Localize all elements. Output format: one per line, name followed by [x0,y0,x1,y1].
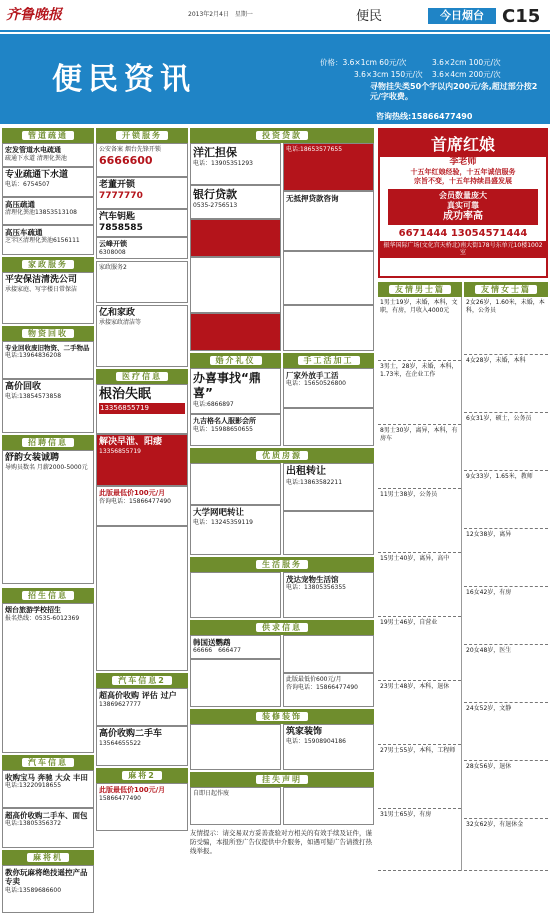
ad-block: 此版最低价100元/月 15866477490 [96,783,188,831]
matchmaker-phone: 6671444 13054571444 [398,228,528,240]
ad-block: 云峰开锁 6308008 [96,237,188,259]
ad-block [283,787,374,825]
section-header: 招聘信息 [2,435,94,450]
ad-block: 专业疏通下水道 电话：6754507 [2,167,94,197]
section-header: 婚介礼仪 [190,353,281,368]
list-item: 3男士，28岁，未婚，本科，1.73米，在企业工作 [378,361,461,425]
ad-block: 此版最低价100元/月 咨询电话：15866477490 [96,486,188,526]
ad-block: 超高价收购 评估 过户 13869627777 [96,688,188,726]
list-item: 31男士65岁，有房 [378,809,461,871]
middle-column [190,128,374,918]
ad-block: 韩国送鹦鹉 66666 666477 [190,635,281,659]
section-header: 优质房源 [190,448,374,463]
ad-block [190,724,281,770]
section-header: 装修装饰 [190,709,374,724]
left-column-1 [2,128,94,918]
ad-block: 出租转让 电话:13863582211 [283,463,374,511]
ad-block: 老董开锁 7777770 [96,177,188,209]
ad-block [283,408,374,446]
ad-block [190,257,281,313]
section-header-men: 友情男士篇 [378,282,462,297]
banner-title: 便民资讯 [52,62,196,97]
banner-hotline: 咨询热线:15866477490 [376,112,473,121]
section-header: 管道疏通 [2,128,94,143]
price-2: 3.6×2cm 100元/次 [432,58,501,67]
list-item: 1男士19岁，未婚，本科，文职，有房，月收入4000元 [378,297,461,361]
ad-block [190,572,281,618]
section-header: 麻将机 [2,850,94,865]
left-column-2 [96,128,188,918]
ad-block: 电话:18653577655 [283,143,374,191]
list-item: 12女38岁，离异 [464,529,548,587]
section-header-women: 友情女士篇 [464,282,548,297]
list-item: 20女48岁，医生 [464,645,548,703]
ad-block: 办喜事找“鼎喜” 电话:6866897 [190,368,281,414]
section-header: 麻将2 [96,768,188,783]
right-column [378,128,548,918]
ad-block [190,463,281,505]
ad-block: 汽车钥匙 7858585 [96,209,188,237]
matchmaker-address: 振华国际广场(文化宫天桥北)南大街178号东单元10楼1002室 [380,241,546,258]
ad-block: 高压疏通 清理化粪池13853513108 [2,197,94,225]
ad-block [283,305,374,351]
matchmaker-title: 首席红娘 [380,130,546,157]
section-header: 医疗信息 [96,369,188,384]
ad-block: 专业回收废旧物资、二手物品 电话:13964836208 [2,341,94,379]
ad-block [190,219,281,257]
list-item: 9女33岁，1.65米，教师 [464,471,548,529]
price-3: 3.6×3cm 150元/次 [354,70,423,79]
list-item: 2女26岁，1.60米，未婚，本科，公务员 [464,297,548,355]
list-item: 4女28岁，未婚，本科 [464,355,548,413]
ad-block: 自即日起作废 [190,787,281,825]
ad-block: 亿和家政 承接家政清洁等 [96,305,188,367]
matchmaker-line: 十五年红娘经验，十五年诚信服务 [410,168,516,177]
ad-block: 银行贷款 0535-2756513 [190,185,281,219]
ad-block: 教你玩麻将绝技遥控产品专卖 电话:13589686600 [2,865,94,913]
ad-block: 平安保洁清洗公司 承接家庭、写字楼日常保洁 [2,272,94,324]
ad-block: 解决早泄、阳痿 13356855719 [96,434,188,486]
ad-block: 收购宝马 奔驰 大众 丰田 电话:13220918655 [2,770,94,808]
section-header: 供求信息 [190,620,374,635]
ad-block [96,526,188,671]
section-header: 家政服务 [2,257,94,272]
ad-block: 公安备案 烟台先锋开锁 6666600 [96,143,188,177]
ad-block: 家政服务2 [96,261,188,303]
list-item: 16女42岁，有房 [464,587,548,645]
footer-notice: 友情提示：请交易双方妥善查验对方相关的有效手续及证件，谨防受骗，本报所登广告仅提供中介服务，如遇可疑广告请拨打热线举报。 [190,829,372,855]
list-item: 28女56岁，退休 [464,761,548,819]
list-item: 19男士46岁，自营业 [378,617,461,681]
masthead: 齐鲁晚报 [6,7,62,23]
ad-block [190,313,281,351]
section-name: 便民 [356,9,383,24]
list-item: 23男士48岁，本科，退休 [378,681,461,745]
ad-block: 此版最低价600元/月 咨询电话：15866477490 [283,673,374,707]
section-header: 生活服务 [190,557,374,572]
ad-block: 九吉格名人服影会所 电话：15988650655 [190,414,281,446]
ad-block: 根治失眠 13356855719 [96,384,188,434]
list-item: 27男士55岁，本科，工程师 [378,745,461,809]
section-header: 手工活加工 [283,353,374,368]
ad-block: 高价收购二手车 13564655522 [96,726,188,766]
section-header: 招生信息 [2,588,94,603]
issue-date: 2013年2月4日 星期一 [188,11,253,18]
ad-block: 烟台旅游学校招生 报名热线：0535-6012369 [2,603,94,753]
price-1: 价格：3.6×1cm 60元/次 [320,58,407,67]
section-header: 汽车信息2 [96,673,188,688]
ad-block: 茂达宠物生活馆 电话：13805356355 [283,572,374,618]
page-number: C15 [502,6,541,27]
ad-block: 宏发管道水电疏通 疏通下水道 清理化粪池 [2,143,94,167]
ad-block [190,659,281,707]
banner-promo: 寻物挂失类50个字以内200元/条,超过部分按2元/字收费。 [370,82,538,101]
ad-block [283,251,374,305]
list-item: 24女52岁，文静 [464,703,548,761]
ad-block: 超高价收购二手车、面包 电话:13805356372 [2,808,94,848]
ad-block: 大学网吧转让 电话：13245359119 [190,505,281,555]
section-header: 投资贷款 [190,128,374,143]
list-item: 8男士30岁，离异，本科，有房车 [378,425,461,489]
women-listings [464,297,548,871]
section-header: 开锁服务 [96,128,188,143]
ad-block [283,635,374,673]
ad-block: 厂家外放手工活 电话：15650526800 [283,368,374,408]
ad-block: 高价回收 电话:13854573858 [2,379,94,433]
ad-block: 高压车疏通 芝罘区清理化粪池6156111 [2,225,94,255]
header-rule [0,30,550,32]
section-header: 挂失声明 [190,772,374,787]
ad-block [283,511,374,555]
men-listings [378,297,462,871]
matchmaker-line: 宗旨不变，十五年持续昌盛发展 [414,177,512,185]
list-item: 15男士40岁，离异，高中 [378,553,461,617]
ad-block: 无抵押贷款咨询 [283,191,374,251]
ad-block: 洋汇担保 电话：13905351293 [190,143,281,185]
list-item: 6女31岁，硕士，公务员 [464,413,548,471]
price-4: 3.6×4cm 200元/次 [432,70,501,79]
list-item: 32女62岁，有退休金 [464,819,548,871]
list-item: 11男士38岁，公务员 [378,489,461,553]
section-header: 汽车信息 [2,755,94,770]
section-tag: 今日烟台 [428,8,496,24]
section-header: 物资回收 [2,326,94,341]
ad-block: 舒韵女装诚聘 导购员数名 月薪2000-5000元 [2,450,94,584]
matchmaker-ad [378,128,548,278]
matchmaker-name: 李老师 [449,157,477,167]
ad-block: 筑家装饰 电话：15908904186 [283,724,374,770]
matchmaker-slogan: 会员数量庞大 真实可靠 成功率高 [388,189,538,226]
